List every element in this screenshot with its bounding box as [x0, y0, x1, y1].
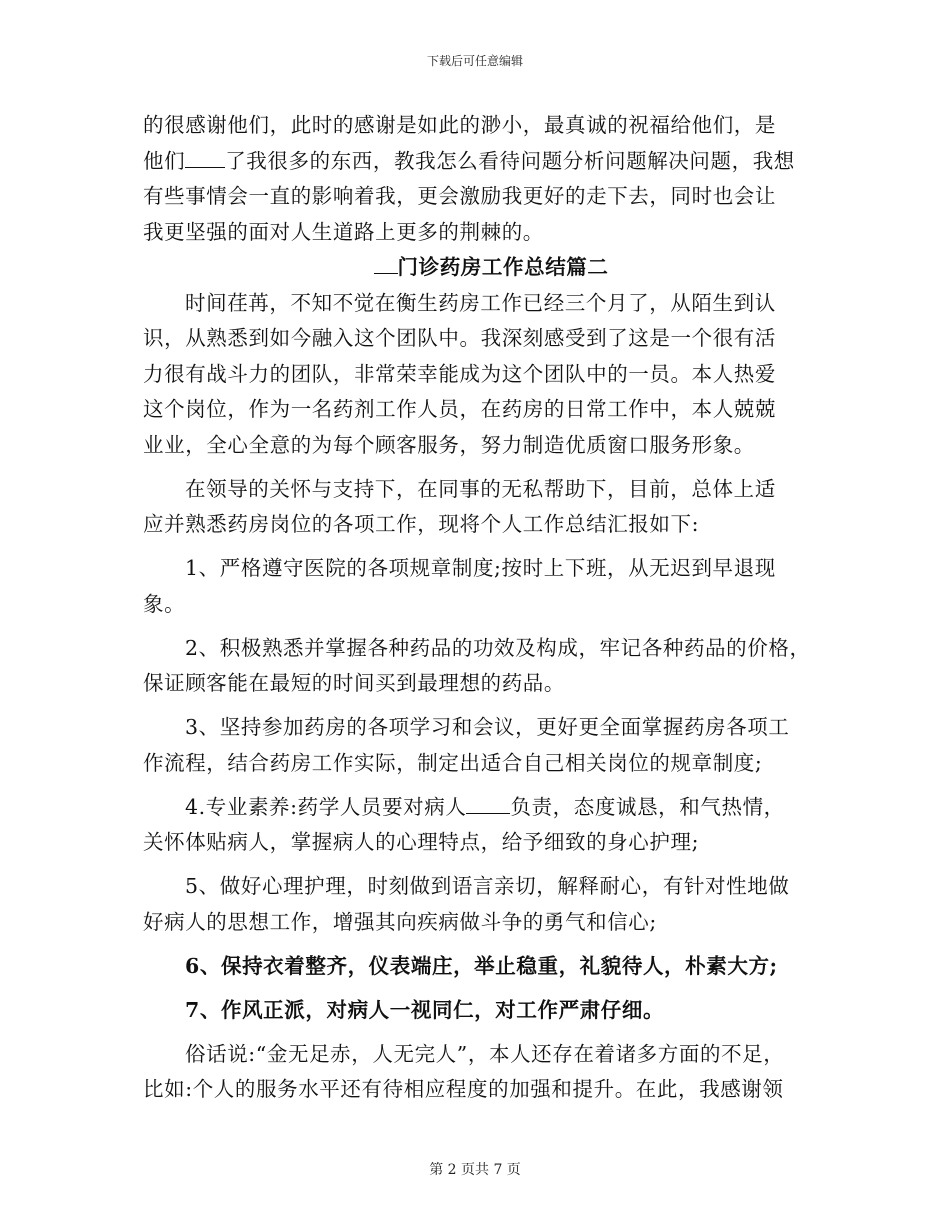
paragraph-line: 时间荏苒，不知不觉在衡生药房工作已经三个月了，从陌生到认 — [185, 290, 776, 315]
paragraph-line: 这个岗位，作为一名药剂工作人员，在药房的日常工作中，本人兢兢 — [143, 397, 776, 421]
page-header: 下载后可任意编辑 — [426, 54, 523, 68]
paragraph-line — [143, 144, 819, 180]
paragraph-line: 俗话说:“金无足赤，人无完人”，本人还存在着诸多方面的不足， — [185, 1041, 785, 1066]
text-segment: 4.专业素养:药学人员要对病人 — [185, 794, 467, 819]
list-item-5-cont: 好病人的思想工作，增强其向疾病做斗争的勇气和信心; — [143, 909, 657, 934]
paragraph-line: 我更坚强的面对人生道路上更多的荆棘的。 — [143, 219, 544, 244]
text-segment: 了我很多的东西，教我怎么看待问题分析问题解决问题，我想 — [225, 148, 795, 173]
list-item-7: 7、作风正派，对病人一视同仁，对工作严肃仔细。 — [185, 997, 665, 1022]
fill-blank — [185, 151, 225, 168]
text-segment: 他们 — [143, 148, 186, 173]
paragraph-line: 识，从熟悉到如今融入这个团队中。我深刻感受到了这是一个很有活 — [143, 326, 776, 350]
paragraph-line: 力很有战斗力的团队，非常荣幸能成为这个团队中的一员。本人热爱 — [143, 361, 776, 386]
paragraph-line: 比如:个人的服务水平还有待相应程度的加强和提升。在此，我感谢领 — [143, 1077, 784, 1101]
section-title-text: 门诊药房工作总结篇二 — [397, 255, 609, 279]
list-item-4 — [143, 790, 819, 826]
paragraph-line: 应并熟悉药房岗位的各项工作，现将个人工作总结汇报如下: — [143, 512, 700, 536]
page-footer: 第 2 页共 7 页 — [429, 1162, 521, 1178]
list-item-1: 1、严格遵守医院的各项规章制度;按时上下班，从无迟到早退现 — [185, 556, 776, 580]
paragraph-line: 业业，全心全意的为每个顾客服务，努力制造优质窗口服务形象。 — [143, 432, 755, 457]
list-item-2-cont: 保证顾客能在最短的时间买到最理想的药品。 — [143, 671, 565, 695]
document-body — [143, 108, 819, 1108]
list-item-5: 5、做好心理护理，时刻做到语言亲切，解释耐心，有针对性地做 — [185, 874, 790, 898]
list-item-6: 6、保持衣着整齐，仪表端庄，举止稳重，礼貌待人，朴素大方; — [185, 953, 778, 978]
list-item-3-cont: 作流程，结合药房工作实际，制定出适合自己相关岗位的规章制度; — [143, 750, 763, 775]
section-title — [143, 250, 819, 286]
list-item-1-cont: 象。 — [143, 591, 186, 616]
paragraph-line: 的很感谢他们，此时的感谢是如此的渺小，最真诚的祝福给他们，是 — [143, 113, 776, 137]
fill-blank — [466, 797, 510, 814]
text-segment: 负责，态度诚恳，和气热情， — [510, 794, 785, 819]
list-item-3: 3、坚持参加药房的各项学习和会议，更好更全面掌握药房各项工 — [185, 715, 790, 739]
list-item-2: 2、积极熟悉并掌握各种药品的功效及构成，牢记各种药品的价格， — [185, 635, 811, 660]
paragraph-line: 在领导的关怀与支持下，在同事的无私帮助下，目前，总体上适 — [185, 476, 776, 501]
fill-blank — [374, 257, 398, 274]
list-item-4-cont: 关怀体贴病人，掌握病人的心理特点，给予细致的身心护理; — [143, 830, 700, 854]
paragraph-line: 有些事情会一直的影响着我，更会激励我更好的走下去，同时也会让 — [143, 184, 776, 208]
